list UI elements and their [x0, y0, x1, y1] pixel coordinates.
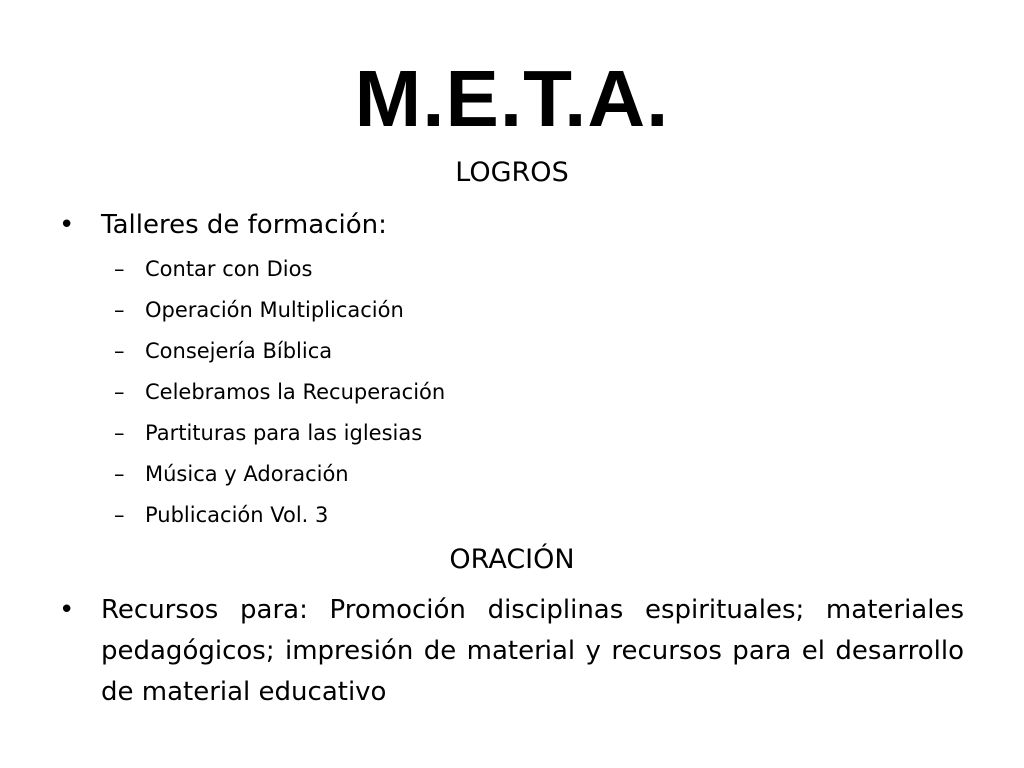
list-item: [114, 332, 814, 373]
list-item: [114, 455, 814, 496]
dash-marker: –: [114, 257, 125, 281]
dash-marker: –: [114, 462, 125, 486]
resources-bullet: [59, 590, 964, 720]
list-item: [114, 291, 814, 332]
slide-title: M.E.T.A.: [354, 54, 670, 143]
dash-marker: –: [114, 421, 125, 445]
logros-heading: LOGROS: [455, 157, 569, 188]
list-item: [114, 496, 814, 537]
bullet-marker: •: [59, 210, 75, 240]
list-item: [114, 373, 814, 414]
oracion-heading: ORACIÓN: [449, 544, 575, 575]
dash-marker: –: [114, 380, 125, 404]
list-item: [114, 414, 814, 455]
workshop-item-text: Operación Multiplicación: [145, 298, 404, 322]
workshops-list: [114, 250, 814, 537]
dash-marker: –: [114, 503, 125, 527]
list-item: [114, 250, 814, 291]
workshops-bullet-label: Talleres de formación:: [101, 210, 387, 240]
bullet-marker: •: [59, 595, 75, 625]
workshop-item-text: Celebramos la Recuperación: [145, 380, 446, 404]
workshop-item-text: Contar con Dios: [145, 257, 313, 281]
workshop-item-text: Música y Adoración: [145, 462, 349, 486]
workshop-item-text: Partituras para las iglesias: [145, 421, 423, 445]
dash-marker: –: [114, 298, 125, 322]
workshop-item-text: Consejería Bíblica: [145, 339, 333, 363]
dash-marker: –: [114, 339, 125, 363]
resources-bullet-text: Recursos para: Promoción disciplinas espirituales; materiales pedagógicos; impresión de material y recursos para el desarrollo de material educativo: [101, 595, 964, 707]
workshop-item-text: Publicación Vol. 3: [145, 503, 329, 527]
workshops-bullet: [59, 205, 959, 245]
